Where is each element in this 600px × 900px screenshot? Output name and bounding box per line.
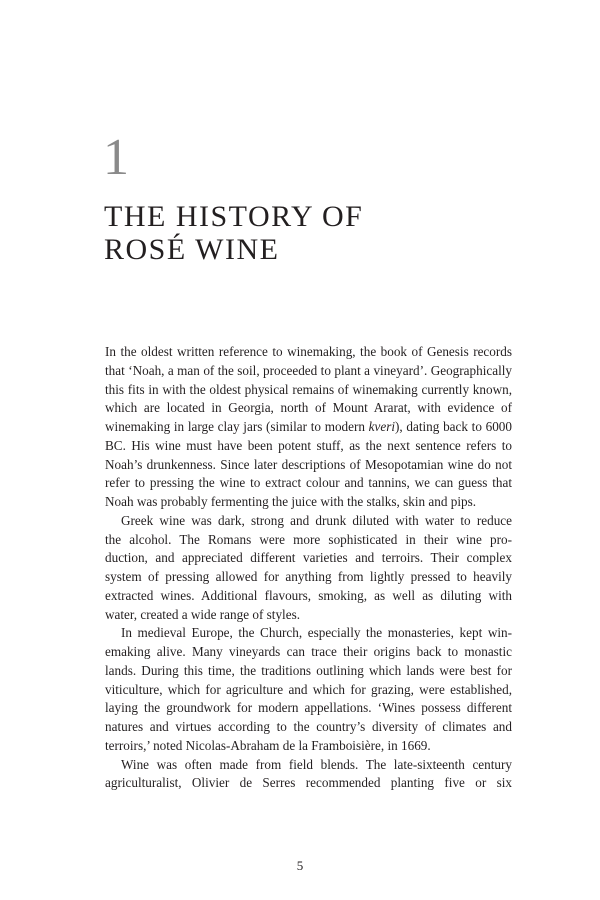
chapter-title-line: THE HISTORY OF <box>104 200 364 233</box>
paragraph <box>105 512 512 625</box>
chapter-title <box>104 200 363 266</box>
italic-term: kveri <box>368 419 396 434</box>
page-number: 5 <box>296 858 304 873</box>
paragraph <box>105 343 512 512</box>
text-line: BC. His wine must have been potent stuff, as the next sentence refers to <box>105 437 512 453</box>
text-line: this fits in with the oldest physical remains of winemaking currently known, <box>105 381 512 397</box>
chapter-title-line: ROSÉ WINE <box>104 233 280 266</box>
text-span: winemaking in large clay jars (similar to modern <box>105 419 369 434</box>
text-line: which are located in Georgia, north of Mount Ararat, with evidence of <box>105 400 512 416</box>
paragraph <box>105 624 512 755</box>
text-line: In medieval Europe, the Church, especially the monasteries, kept win- <box>121 625 512 641</box>
text-line: lands. During this time, the traditions outlining which lands were best for <box>105 662 512 678</box>
text-line <box>105 418 512 437</box>
text-line: water, created a wide range of styles. <box>105 606 300 622</box>
text-line: duction, and appreciated different varieties and terroirs. Their complex <box>105 550 512 566</box>
text-line: Greek wine was dark, strong and drunk diluted with water to reduce <box>121 512 512 528</box>
text-line: In the oldest written reference to winemaking, the book of Genesis records <box>105 344 512 359</box>
text-line: Noah’s drunkenness. Since later descriptions of Mesopotamian wine do not <box>105 456 512 472</box>
text-span: ), dating back to 6000 <box>395 419 512 434</box>
text-line: refer to pressing the wine to extract colour and tannins, we can guess that <box>105 475 512 491</box>
text-line: Noah was probably fermenting the juice with the stalks, skin and pips. <box>105 494 477 509</box>
body-text <box>105 343 512 793</box>
text-line: Wine was often made from field blends. The late-sixteenth century <box>121 756 512 772</box>
text-line: agriculturalist, Olivier de Serres recommended planting five or six <box>105 775 512 791</box>
chapter-number: 1 <box>103 129 129 186</box>
text-line: the alcohol. The Romans were more sophisticated in their wine pro- <box>105 531 512 547</box>
text-line: extracted wines. Additional flavours, smoking, as well as diluting with <box>105 587 512 603</box>
text-line: laying the groundwork for modern appellations. ‘Wines possess different <box>105 700 512 716</box>
text-line: viticulture, which for agriculture and which for grazing, were established, <box>105 681 512 697</box>
text-line: that ‘Noah, a man of the soil, proceeded to plant a vineyard’. Geographically <box>105 362 512 378</box>
text-line: emaking alive. Many vineyards can trace their origins back to monastic <box>105 644 512 659</box>
text-line: terroirs,’ noted Nicolas-Abraham de la Framboisière, in 1669. <box>105 737 431 753</box>
text-line: natures and virtues according to the country’s diversity of climates and <box>105 719 512 734</box>
text-line: system of pressing allowed for anything from lightly pressed to heavily <box>105 569 512 584</box>
paragraph <box>105 756 512 794</box>
